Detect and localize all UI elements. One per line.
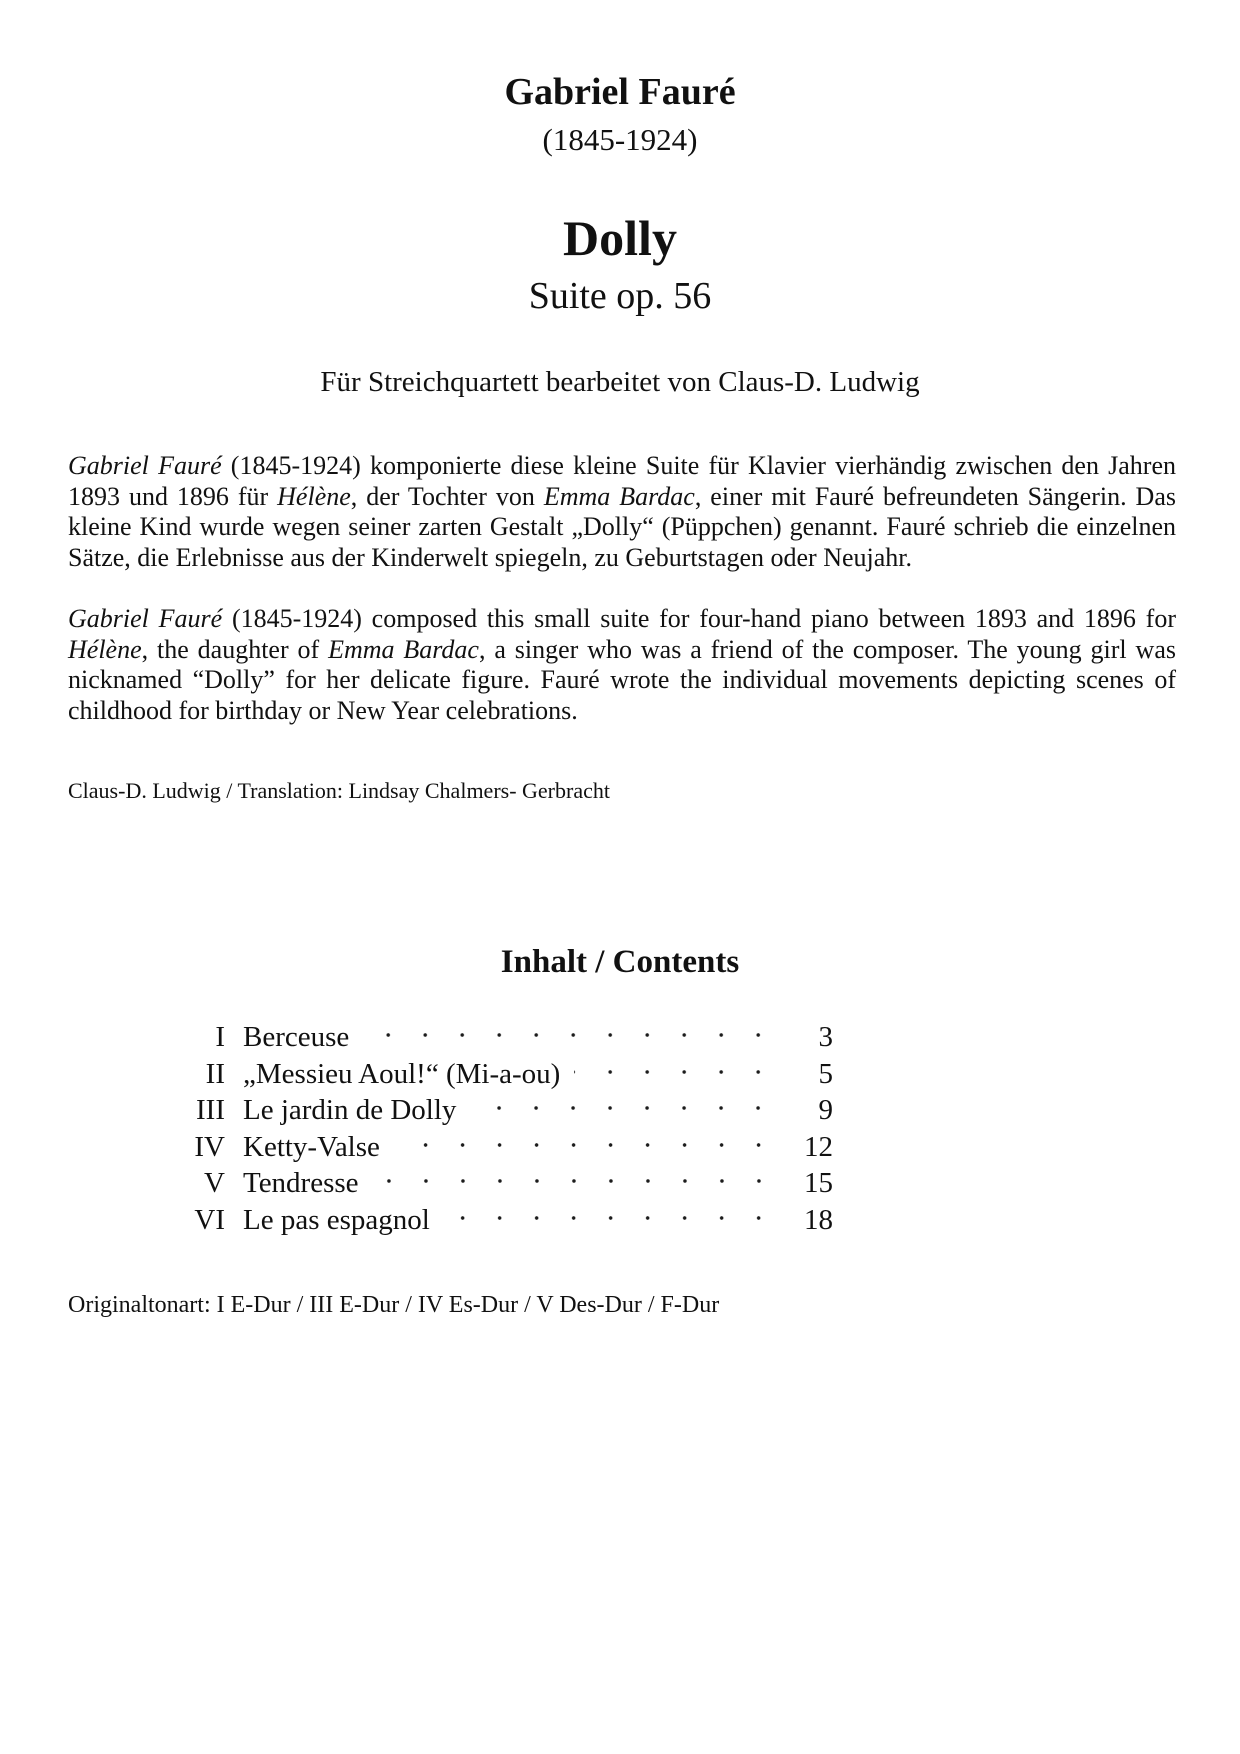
toc-row xyxy=(175,1058,833,1095)
dot-leader xyxy=(394,1131,781,1168)
toc-movement-title: Berceuse xyxy=(243,1021,350,1054)
toc-movement-numeral: I xyxy=(215,1021,225,1054)
dot-leader xyxy=(444,1204,781,1241)
table-of-contents xyxy=(175,1021,833,1240)
work-title: Dolly xyxy=(563,209,677,266)
dot-leader xyxy=(574,1058,781,1095)
toc-movement-numeral: VI xyxy=(194,1203,225,1236)
toc-movement-numeral: IV xyxy=(194,1130,225,1163)
toc-movement-title: Ketty-Valse xyxy=(243,1130,380,1163)
work-subtitle: Suite op. 56 xyxy=(528,275,712,318)
toc-page-number: 9 xyxy=(818,1094,833,1127)
toc-row xyxy=(175,1131,833,1168)
toc-page-number: 12 xyxy=(804,1130,833,1163)
toc-movement-numeral: II xyxy=(205,1057,225,1090)
page-header xyxy=(0,0,1240,399)
toc-row xyxy=(175,1204,833,1241)
toc-page-number: 3 xyxy=(818,1021,833,1054)
intro-paragraph-english: Gabriel Fauré (1845-1924) composed this small suite for four-hand piano between 1893 and 1896 for Hélène, the daughter of Emma Bardac, a singer who was a friend of the composer. The young girl was nicknamed “Dolly” for her delicate figure. Fauré wrote the individual movements depicting scenes of childhood for birthday or New Year celebrations. xyxy=(68,604,1177,725)
intro-paragraph-german: Gabriel Fauré (1845-1924) komponierte diese kleine Suite für Klavier vierhändig zwischen den Jahren 1893 und 1896 für Hélène, der Tochter von Emma Bardac, einer mit Fauré befreundeten Sängerin. Das kleine Kind wurde wegen seiner zarten Gestalt „Dolly“ (Püppchen) genannt. Fauré schrieb die einzelnen Sätze, die Erlebnisse aus der Kinderwelt spiegeln, zu Geburtstagen oder Neujahr. xyxy=(68,451,1176,572)
composer-name: Gabriel Fauré xyxy=(504,71,736,113)
toc-movement-title: Le jardin de Dolly xyxy=(243,1094,457,1127)
contents-heading: Inhalt / Contents xyxy=(500,944,740,981)
toc-row xyxy=(175,1167,833,1204)
toc-page-number: 18 xyxy=(804,1203,833,1236)
toc-movement-title: Le pas espagnol xyxy=(243,1203,430,1236)
toc-movement-numeral: III xyxy=(196,1094,225,1127)
original-keys-note: Originaltonart: I E-Dur / III E-Dur / IV Es-Dur / V Des-Dur / F-Dur xyxy=(68,1292,720,1319)
toc-page-number: 15 xyxy=(804,1167,833,1200)
credit-line: Claus-D. Ludwig / Translation: Lindsay Chalmers- Gerbracht xyxy=(68,778,610,804)
toc-row xyxy=(175,1094,833,1131)
toc-movement-numeral: V xyxy=(204,1167,225,1200)
toc-movement-title: „Messieu Aoul!“ (Mi-a-ou) xyxy=(243,1057,561,1090)
dot-leader xyxy=(470,1094,781,1131)
toc-movement-title: Tendresse xyxy=(243,1167,359,1200)
composer-dates: (1845-1924) xyxy=(542,121,698,157)
dot-leader xyxy=(373,1167,781,1204)
dot-leader xyxy=(363,1021,781,1058)
toc-page-number: 5 xyxy=(818,1057,833,1090)
arrangement-note: Für Streichquartett bearbeitet von Claus-D. Ludwig xyxy=(320,366,920,399)
toc-row xyxy=(175,1021,833,1058)
introduction-text xyxy=(68,451,1176,726)
